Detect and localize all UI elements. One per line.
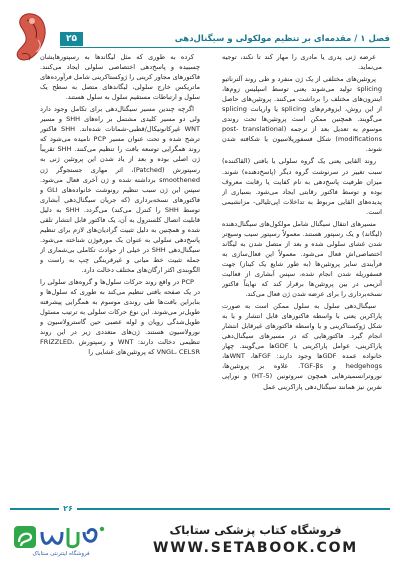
paragraph: مسیرهای انتقال سیگنال شامل مولکول‌های سیگنال‌دهنده (لیگاند) و یک رسپتور هستند. معمولاً رسپتور سیب وسیع‌تر شدن غشای سلولی شده و بعد از متصل شدن به لیگاند اختصاصی‌اش فعال می‌شود. معمولاً این فعال‌سازی به فرآیندی سایر پروتئین‌ها (به طور شایع یک کیناز) جهت فسفوریله شدن انجام شده، سپس آبشاری از فعالیت آنزیمی در بین پروتئین‌ها برقرار کند که نهایتاً فاکتور نسخه‌برداری را برای عرضه شدن ژن فعال می‌کند. <box>222 219 382 299</box>
page-badge: ۲۵ <box>60 32 83 46</box>
paragraph: اگرچه چندین مسیر سیگنال‌دهی برای تکامل وجود دارد ولی دو مسیر کلیدی مشتمل بر راه‌های SHH و مسیر WNT غیرکانونیکال/قطبی-شماتات شده‌اند. SHH فاکتور ترشح شده و تحت عنوان مسیر PCP نامیده می‌شود که روند همگرایی توسعه بافت را تنظیم می‌کنند. SHH تقریباً ژن اصلی بوده و بعد از یاد شدن این پروتئین ژنی به رسپتورش (Patched)، اثر مهاری جستجوگر ژن smoothened برداشته شده و ژن آخری فعال می‌شود. سپس این ژن سبب تنظیم رونوشت خانواده‌های GLI و فاکتورهای نسخه‌برداری (که جریان سیگنال‌دهی آبشاری توسط SHH را کنترل می‌کند) می‌گردد. SHH به دلیل قابلیت اتصال کلسترول به آن، یک فاکتور قابل انتشار تلقی شده و همچنین به دلیل تثبیت گرادیان‌های لازم برای تنظیم پاسخ‌دهی سلولی به عنوان یک مورفوژن شناخته می‌شود. سیگنال‌دهی SHH در خیلی از حوادث تکاملی بی‌شماری از جمله تثبیت خط میانی و غیرقرینگی چپ به راست و الگوبندی اکثر ارگان‌های مختلف دخالت دارد. <box>40 105 200 274</box>
page-number: ۲۶ <box>59 503 77 515</box>
brand-name: فروشگاه کتاب پزشکی ستاباک <box>169 523 342 537</box>
website-link[interactable]: WWW.SETABOOK.COM <box>153 540 358 556</box>
paragraph: سیگنال‌دهی سلول به سلول ممکن است به صورت پاراکرین یعنی با واسطه فاکتورهای قابل انتشار و یا به شکل ژوکستاکرینی و یا واسطه فاکتورهای غیرقابل انتشار انجام گیرد. فاکتورهایی که در مسیرهای سیگنال‌دهی پاراکرینی، عوامل پاراکرینی یا GDFها می‌گویند. چهار خانواده عمده GDFها وجود دارند: FGFها، WNTها، hedgehogs و TGF-βs. علاوه بر پروتئین‌ها، نوروترانسمیترهایی همچون سروتونین (5-HT) و نوراپی نفرین نیز همانند سیگنال‌دهی پاراکرینی عمل <box>222 302 382 391</box>
setabook-logo[interactable] <box>12 520 110 560</box>
chapter-title: فصل ۱ / مقدمه‌ای بر تنظیم مولکولی و سیگنال‌دهی <box>174 33 390 44</box>
logo-caption: فروشگاه اینترنتی ستاباک <box>32 551 90 557</box>
paragraph: پروتئین‌های مختلفی از یک ژن منفرد و طی روند آلترناتیو splicing تولید می‌شوند یعنی توسط اسپلیس زوم‌ها، اینترون‌های مختلف را برداشت می‌کنند. پروتئین‌های حاصل از این روش، ایزوفرم‌های splicing یا واریانت splicing می‌گویند. همچنین ممکن است پروتئین‌ها تحت روندی موسوم به تعدیل بعد از ترجمه (post- translational modifications) شکل فسفوریلاسیون یا شکافته شدن شوند. <box>222 75 382 154</box>
paragraph: PCP در واقع روند حرکات سلول‌ها و گروه‌های سلولی را در یک صفحه بافتی تنظیم می‌کند به طوری که سلول‌ها و بنابراین بافت‌ها طی روندی موسوم به همگرایی پیشرفته طویل‌تر می‌شوند. این نوع حرکات سلولی به ترتیب مسئول طویل‌شدگی رویان و لوله عصبی حین گاسترولاسیون و نورولاسیون هستند. ژن‌های متعددی زیر در این روند تنظیمی دخالت دارند: WNT و رسپتورش FRIZZLED، VNGL، CELSR که پروتئین‌های غشایی را <box>40 278 200 357</box>
paragraph: روند القایی یعنی یک گروه سلولی یا بافتی (القاکننده) سبب تغییر در سرنوشت گروه دیگر (پاسخ‌دهنده) شوند. میزان ظرفیت پاسخ‌دهی به نام کفایت یا رقابت معروف بوده و توسط فاکتور رقابتی ایجاد می‌شود. بسیاری از پدیده‌های القایی مربوط به تداخلات اپی‌تلیالی- مزانشیمی است. <box>222 157 382 216</box>
running-header <box>60 31 390 46</box>
text-column-right <box>222 52 382 502</box>
paragraph: عرضه ژنی پدری یا مادری را مهار کند تا نکند، توجیه می‌نماید. <box>222 53 382 72</box>
paragraph: کرده به طوری که مثل لیگاندها به رسپتورهایشان چسبیده و پاسخ‌دهی اختصاصی سلولی ایجاد می‌کنند. فاکتورهای مجاور کرینی را ژوکستاکرینی شامل فرآورده‌های ماتریکس خارج سلولی، لیگاندهای متصل به سطح یک سلول و ارتباطات مستقیم سلول به سلول هستند. <box>40 53 200 102</box>
header-rule <box>60 47 390 48</box>
text-column-left <box>40 52 200 502</box>
footer-brand <box>118 522 393 557</box>
